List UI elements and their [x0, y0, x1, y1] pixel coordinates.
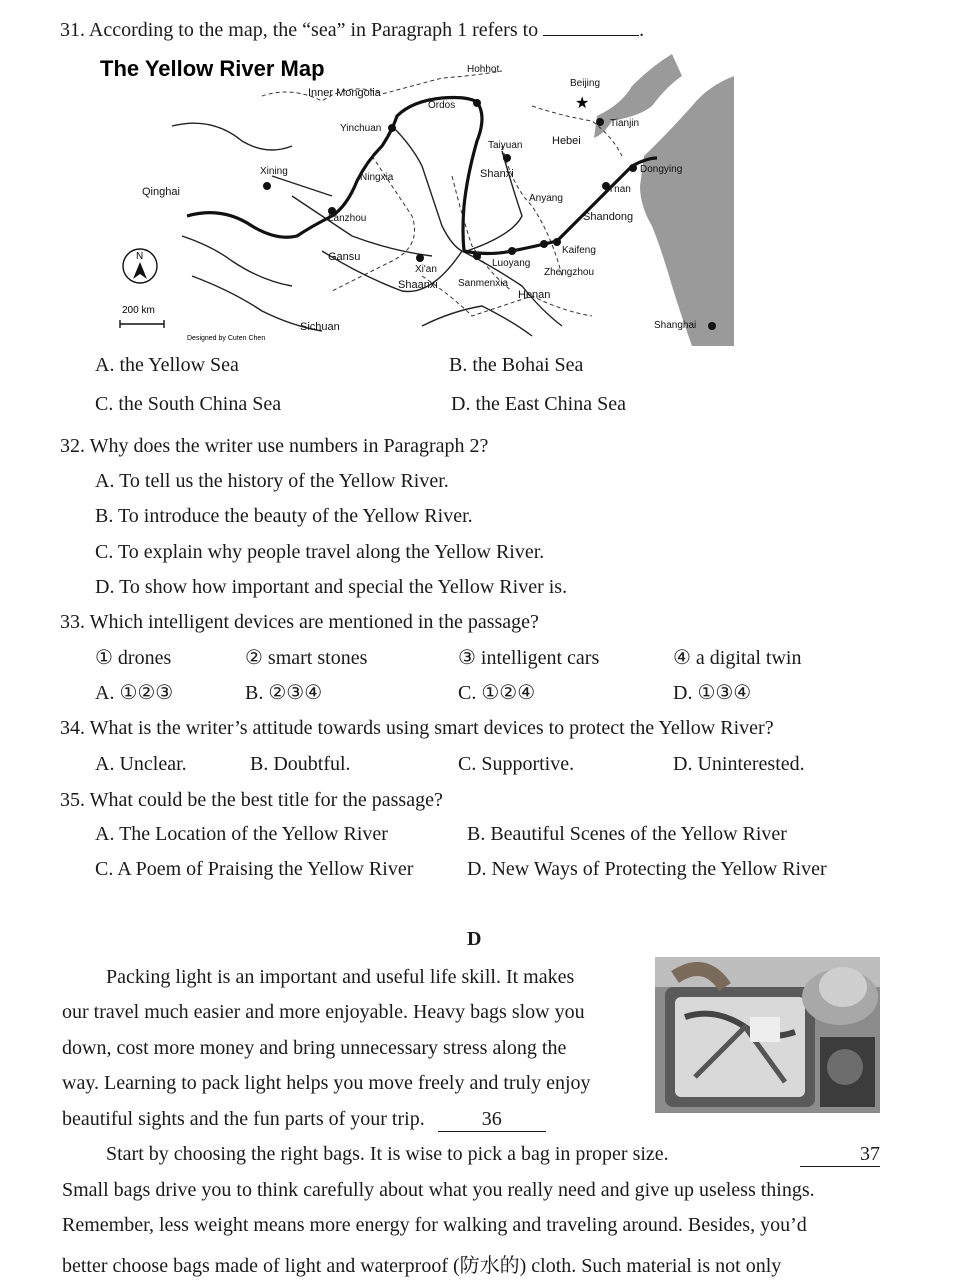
q34-option-a[interactable]: A. Unclear. [95, 753, 187, 775]
label-zhengzhou: Zhengzhou [544, 267, 595, 278]
q35-option-d[interactable]: D. New Ways of Protecting the Yellow River [467, 858, 827, 880]
label-taiyuan: Taiyuan [488, 140, 523, 151]
question-31: 31. According to the map, the “sea” in Paragraph 1 refers to . [60, 19, 645, 41]
q34-option-b[interactable]: B. Doubtful. [250, 753, 351, 775]
passage-line: Small bags drive you to think carefully about what you really need and give up useless things. [62, 1179, 815, 1201]
question-31-text: 31. According to the map, the “sea” in Paragraph 1 refers to [60, 19, 539, 41]
q31-option-a[interactable]: A. the Yellow Sea [95, 354, 239, 376]
label-sanmenxia: Sanmenxia [458, 278, 509, 289]
q32-option-b[interactable]: B. To introduce the beauty of the Yellow River. [95, 505, 473, 527]
scale-label: 200 km [122, 305, 155, 316]
q33-option-b[interactable]: B. ②③④ [245, 682, 323, 704]
label-xian: Xi'an [415, 264, 437, 275]
label-yinchuan: Yinchuan [340, 123, 382, 134]
q35-option-a[interactable]: A. The Location of the Yellow River [95, 823, 388, 845]
map-credit: Designed by Cuten Chen [187, 335, 266, 342]
question-33-text: 33. Which intelligent devices are mentioned in the passage? [60, 611, 539, 633]
label-ordos: Ordos [428, 100, 456, 111]
label-anyang: Anyang [529, 193, 563, 204]
sea-area [640, 76, 734, 346]
label-sichuan: Sichuan [300, 321, 340, 333]
compass-icon [123, 249, 157, 283]
q33-item-1: ① drones [95, 647, 172, 669]
passage-line: Start by choosing the right bags. It is wise to pick a bag in proper size. [106, 1143, 669, 1165]
q32-option-d[interactable]: D. To show how important and special the Yellow River is. [95, 576, 568, 598]
q33-item-4: ④ a digital twin [673, 647, 802, 669]
label-hohhot: Hohhot [467, 64, 500, 75]
answer-blank-37[interactable]: 37 [800, 1143, 880, 1167]
q34-option-c[interactable]: C. Supportive. [458, 753, 575, 775]
yellow-river-line [187, 98, 657, 254]
label-inner-mongolia: Inner Mongolia [308, 87, 381, 99]
label-xining: Xining [260, 166, 288, 177]
q33-item-3: ③ intelligent cars [458, 647, 600, 669]
passage-line: Remember, less weight means more energy for walking and traveling around. Besides, you’d [62, 1214, 807, 1236]
label-jinan: Ji'nan [605, 184, 631, 195]
passage-line: down, cost more money and bring unnecessary stress along the [62, 1037, 567, 1059]
label-luoyang: Luoyang [492, 258, 531, 269]
label-gansu: Gansu [328, 251, 361, 263]
passage-line: beautiful sights and the fun parts of your trip. 36 [62, 1108, 546, 1132]
label-shanxi: Shanxi [480, 168, 514, 180]
label-dongying: Dongying [640, 164, 683, 175]
q35-option-c[interactable]: C. A Poem of Praising the Yellow River [95, 858, 414, 880]
label-ningxia: Ningxia [360, 172, 394, 183]
label-tianjin: Tianjin [610, 118, 640, 129]
packing-suitcase-photo [655, 957, 880, 1113]
map-title: The Yellow River Map [100, 56, 325, 81]
question-34-text: 34. What is the writer’s attitude towards using smart devices to protect the Yellow River? [60, 717, 774, 739]
q35-option-b[interactable]: B. Beautiful Scenes of the Yellow River [467, 823, 787, 845]
label-qinghai: Qinghai [142, 186, 180, 198]
q31-option-b[interactable]: B. the Bohai Sea [449, 354, 584, 376]
q33-option-a[interactable]: A. ①②③ [95, 682, 174, 704]
question-35-text: 35. What could be the best title for the passage? [60, 789, 443, 811]
label-lanzhou: Lanzhou [328, 213, 367, 224]
answer-blank [543, 17, 639, 36]
svg-text:N: N [136, 251, 144, 262]
q34-option-d[interactable]: D. Uninterested. [673, 753, 805, 775]
q33-option-c[interactable]: C. ①②④ [458, 682, 536, 704]
q33-item-2: ② smart stones [245, 647, 368, 669]
passage-line: way. Learning to pack light helps you move freely and truly enjoy [62, 1072, 591, 1094]
q31-option-c[interactable]: C. the South China Sea [95, 393, 282, 415]
passage-line: our travel much easier and more enjoyable. Heavy bags slow you [62, 1001, 585, 1023]
label-beijing: Beijing [570, 78, 601, 89]
passage-line: Packing light is an important and useful life skill. It makes [106, 966, 575, 988]
passage-line: better choose bags made of light and waterproof (防水的) cloth. Such material is not only [62, 1255, 782, 1277]
scale-bar [120, 320, 164, 328]
answer-blank-36[interactable]: 36 [438, 1108, 546, 1132]
question-32-text: 32. Why does the writer use numbers in Paragraph 2? [60, 435, 489, 457]
label-shandong: Shandong [583, 211, 634, 223]
label-shaanxi: Shaanxi [398, 279, 438, 291]
label-kaifeng: Kaifeng [562, 245, 596, 256]
q33-option-d[interactable]: D. ①③④ [673, 682, 752, 704]
q32-option-c[interactable]: C. To explain why people travel along the Yellow River. [95, 541, 545, 563]
label-shanghai: Shanghai [654, 320, 697, 331]
yellow-river-map [92, 46, 734, 346]
section-heading: D [467, 928, 482, 950]
q31-option-d[interactable]: D. the East China Sea [451, 393, 626, 415]
label-hebei: Hebei [552, 135, 581, 147]
q32-option-a[interactable]: A. To tell us the history of the Yellow River. [95, 470, 449, 492]
beijing-star-icon: ★ [575, 95, 590, 112]
label-henan: Henan [518, 289, 551, 301]
